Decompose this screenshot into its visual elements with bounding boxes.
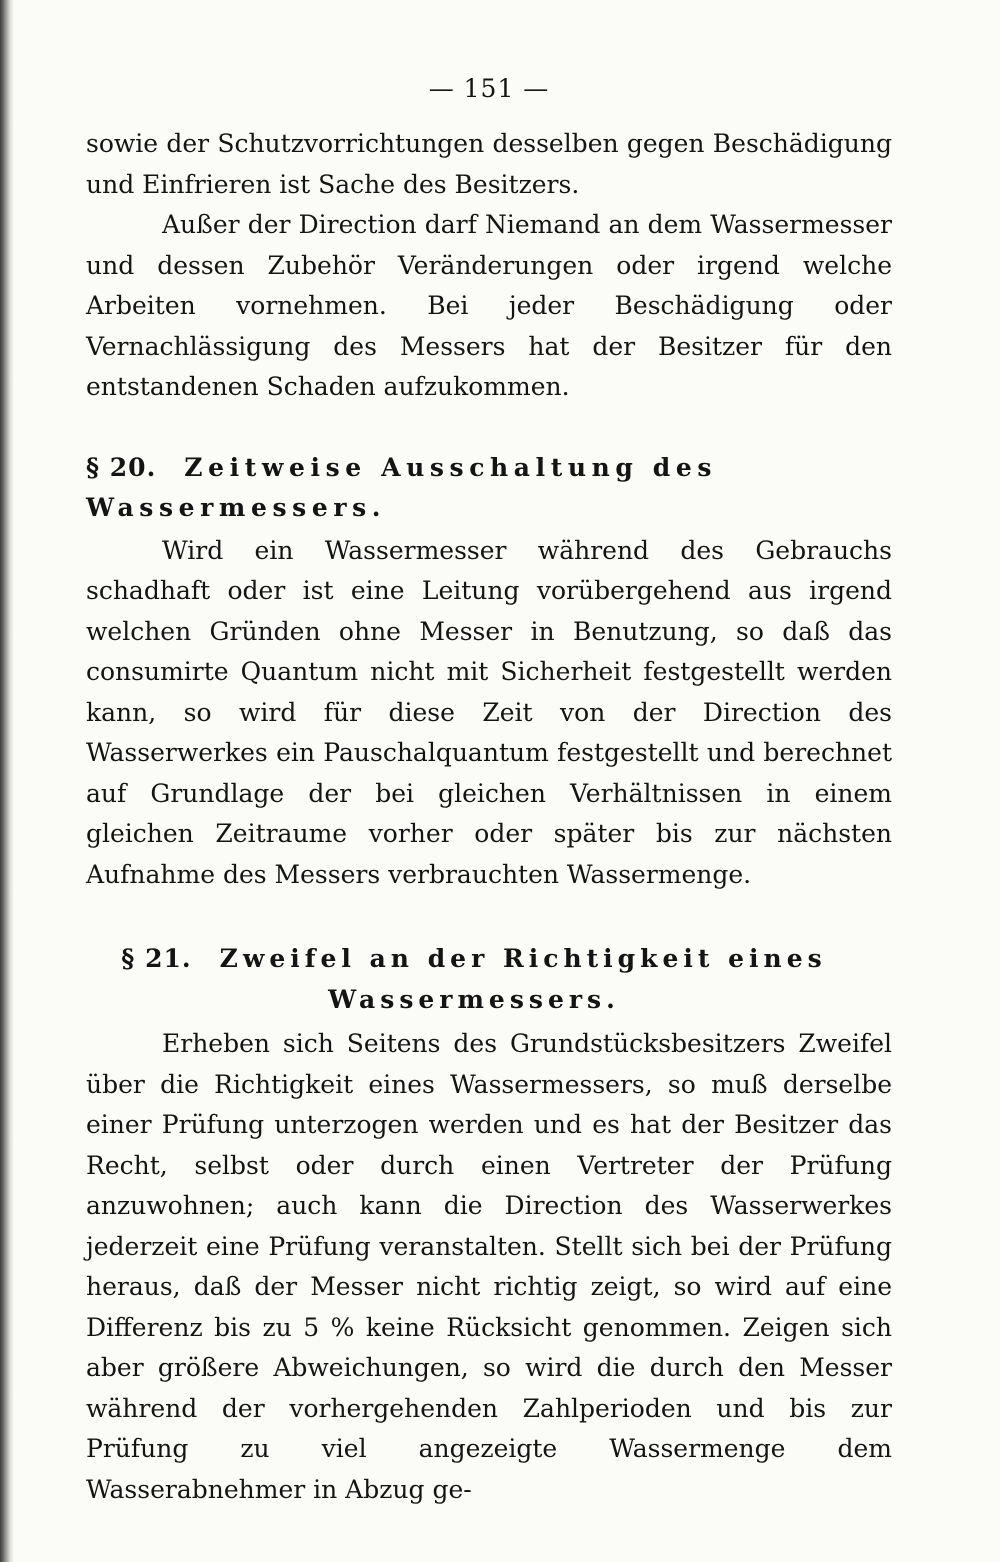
section-20-number: § 20.	[86, 452, 157, 482]
book-page	[86, 66, 892, 1510]
section-20-body: Wird ein Wassermesser während des Gebrauchs schadhaft oder ist eine Leitung vorübergehend aus irgend welchen Gründen ohne Messer in Benutzung, so daß das consumirte Quantum nicht mit Sicherheit festgestellt werden kann, so wird für diese Zeit von der Direction des Wasserwerkes ein Pauschalquantum festgestellt und berechnet auf Grundlage der bei gleichen Verhältnissen in einem gleichen Zeitraume vorher oder später bis zur nächsten Aufnahme des Messers verbrauchten Wassermenge.	[86, 535, 892, 889]
section-20-title: Zeitweise Ausschaltung des Wassermessers.	[86, 452, 718, 522]
page-edge-shadow	[0, 0, 14, 1562]
section-21-body: Erheben sich Seitens des Grundstücksbesitzers Zweifel über die Richtigkeit eines Wassermessers, so muß derselbe einer Prüfung unterzogen werden und es hat der Besitzer das Recht, selbst oder durch einen Vertreter der Prüfung anzuwohnen; auch kann die Direction des Wasserwerkes jederzeit eine Prüfung veranstalten. Stellt sich bei der Prüfung heraus, daß der Messer nicht richtig zeigt, so wird auf eine Differenz bis zu 5 % keine Rücksicht genommen. Zeigen sich aber größere Abweichungen, so wird die durch den Messer während der vorhergehenden Zahlperioden und bis zur Prüfung zu viel angezeigte Wassermenge dem Wasserabnehmer in Abzug ge-	[86, 1029, 892, 1504]
section-21-number: § 21.	[121, 944, 192, 973]
paragraph-direction-rule: Außer der Direction darf Niemand an dem Wassermesser und dessen Zubehör Veränderungen oder irgend welche Arbeiten vornehmen. Bei jeder Beschädigung oder Vernachlässigung des Messers hat der Besitzer für den entstandenen Schaden aufzukommen.	[86, 210, 892, 401]
paragraph-continuation: sowie der Schutzvorrichtungen desselben gegen Beschädigung und Einfrieren ist Sache des Besitzers.	[86, 129, 892, 199]
section-20-heading	[86, 448, 892, 529]
section-21-heading	[86, 939, 892, 1020]
page-number: — 151 —	[428, 74, 550, 103]
section-21-title: Zweifel an der Richtigkeit eines Wassermessers.	[219, 944, 827, 1014]
